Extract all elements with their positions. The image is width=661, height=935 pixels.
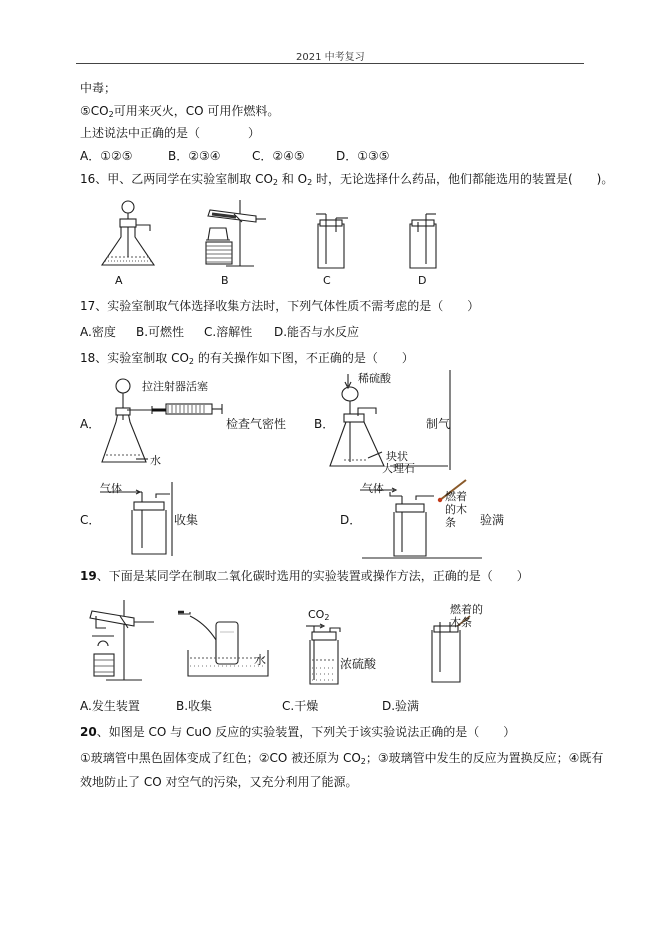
q20-number: 20 bbox=[80, 725, 97, 739]
q17-choice-b[interactable]: B.可燃性 bbox=[136, 325, 185, 339]
q18-d-stick-label-1: 燃着 bbox=[445, 490, 467, 503]
q18-sub: 2 bbox=[188, 357, 195, 366]
q19-c-co2-label bbox=[308, 608, 329, 622]
q19-d-stick-label-1: 燃着的 bbox=[450, 603, 483, 616]
q19-choice-d[interactable]: D.验满 bbox=[382, 699, 420, 713]
q18-a-label[interactable]: A． bbox=[80, 417, 101, 431]
q18-c-gas-label: 气体 bbox=[100, 482, 122, 495]
q19-stem-text: 、下面是某同学在制取二氧化碳时选用的实验装置或操作方法，正确的是（ ） bbox=[96, 569, 529, 583]
q16-stem-mid: 和 O bbox=[278, 172, 308, 186]
q19-c-acid-label: 浓硫酸 bbox=[340, 657, 377, 671]
q16-stem-post: 时，无论选择什么药品，他们都能选用的装置是( )。 bbox=[312, 172, 614, 186]
q18-b-stone-label-1: 块状 bbox=[386, 450, 408, 463]
q18-a-water-label: 水 bbox=[150, 454, 161, 467]
q15-statement-5 bbox=[80, 103, 279, 119]
q17-choice-a[interactable]: A.密度 bbox=[80, 325, 116, 339]
q19-d-stick-label-2: 木条 bbox=[450, 616, 472, 629]
q16-apparatus-b-figure bbox=[196, 192, 270, 272]
q16-stem bbox=[80, 171, 613, 187]
q16-stem-pre: 16、甲、乙两同学在实验室制取 CO bbox=[80, 172, 273, 186]
q15-choice-c[interactable]: C．②④⑤ bbox=[252, 149, 305, 163]
q19-co2-text: CO bbox=[308, 608, 325, 621]
q15-question: 上述说法中正确的是（ ） bbox=[80, 126, 261, 140]
q18-b-acid-label: 稀硫酸 bbox=[358, 372, 391, 385]
q16-label-a[interactable]: A bbox=[115, 274, 123, 287]
q19-number: 19 bbox=[80, 569, 97, 583]
q15-opt5-sub: 2 bbox=[108, 110, 114, 119]
q19-choice-b[interactable]: B.收集 bbox=[176, 699, 213, 713]
q20-statements-line-2: 效地防止了 CO 对空气的污染，又充分利用了能源。 bbox=[80, 775, 358, 789]
q16-sub1: 2 bbox=[272, 178, 279, 187]
q18-a-caption: 检查气密性 bbox=[226, 417, 287, 431]
q16-label-d[interactable]: D bbox=[418, 274, 427, 287]
q18-stem-post: 的有关操作如下图，不正确的是（ ） bbox=[194, 351, 414, 365]
q16-apparatus-c-figure bbox=[310, 208, 350, 270]
q18-stem-pre: 18、实验室制取 CO bbox=[80, 351, 189, 365]
q17-choice-d[interactable]: D.能否与水反应 bbox=[274, 325, 360, 339]
q18-d-stick-label-3: 条 bbox=[445, 516, 456, 529]
q19-co2-sub: 2 bbox=[324, 613, 330, 622]
q17-choice-c[interactable]: C.溶解性 bbox=[204, 325, 253, 339]
q19-stem bbox=[80, 568, 529, 584]
q15-choice-a[interactable]: A．①②⑤ bbox=[80, 149, 133, 163]
q16-apparatus-a-figure bbox=[98, 195, 158, 273]
q15-opt5-post: 可用来灭火，CO 可用作燃料。 bbox=[113, 104, 280, 118]
header-rule bbox=[76, 63, 584, 64]
q19-c-figure bbox=[300, 618, 350, 688]
q18-b-stone-label-2: 大理石 bbox=[382, 462, 415, 475]
q16-sub2: 2 bbox=[307, 178, 313, 187]
q18-d-stick-label-2: 的木 bbox=[445, 503, 467, 516]
q18-c-caption: 收集 bbox=[174, 513, 199, 527]
q16-label-c[interactable]: C bbox=[323, 274, 331, 287]
q19-choice-c[interactable]: C.干燥 bbox=[282, 699, 319, 713]
q15-choice-b[interactable]: B．②③④ bbox=[168, 149, 221, 163]
q15-continuation: 中毒； bbox=[80, 81, 117, 95]
page-header-title: 2021 中考复习 bbox=[296, 52, 365, 63]
q18-a-syringe-label: 拉注射器活塞 bbox=[142, 380, 208, 393]
q18-d-label[interactable]: D． bbox=[340, 513, 362, 527]
q18-b-caption: 制气 bbox=[426, 417, 451, 431]
q16-label-b[interactable]: B bbox=[221, 274, 229, 287]
q18-d-caption: 验满 bbox=[480, 513, 505, 527]
q15-opt5-pre: ⑤CO bbox=[80, 104, 109, 118]
q16-apparatus-d-figure bbox=[402, 208, 442, 270]
q18-d-gas-label: 气体 bbox=[362, 482, 384, 495]
q18-c-label[interactable]: C． bbox=[80, 513, 101, 527]
q20-line1-pre: ①玻璃管中黑色固体变成了红色；②CO 被还原为 CO bbox=[80, 751, 361, 765]
q20-stem bbox=[80, 724, 515, 740]
q15-choice-d[interactable]: D．①③⑤ bbox=[336, 149, 390, 163]
q19-choice-a[interactable]: A.发生装置 bbox=[80, 699, 140, 713]
q19-b-figure bbox=[176, 610, 276, 686]
q19-a-figure bbox=[76, 598, 156, 688]
q19-b-water-label: 水 bbox=[254, 653, 267, 667]
q18-b-label[interactable]: B． bbox=[314, 417, 335, 431]
q17-stem: 17、实验室制取气体选择收集方法时，下列气体性质不需考虑的是（ ） bbox=[80, 299, 480, 313]
q18-stem bbox=[80, 350, 414, 366]
q20-line1-sub: 2 bbox=[360, 757, 366, 766]
q20-statements-line-1 bbox=[80, 750, 603, 766]
q20-stem-text: 、如图是 CO 与 CuO 反应的实验装置，下列关于该实验说法正确的是（ ） bbox=[96, 725, 516, 739]
q20-line1-post: ；③玻璃管中发生的反应为置换反应；④既有 bbox=[365, 751, 604, 765]
